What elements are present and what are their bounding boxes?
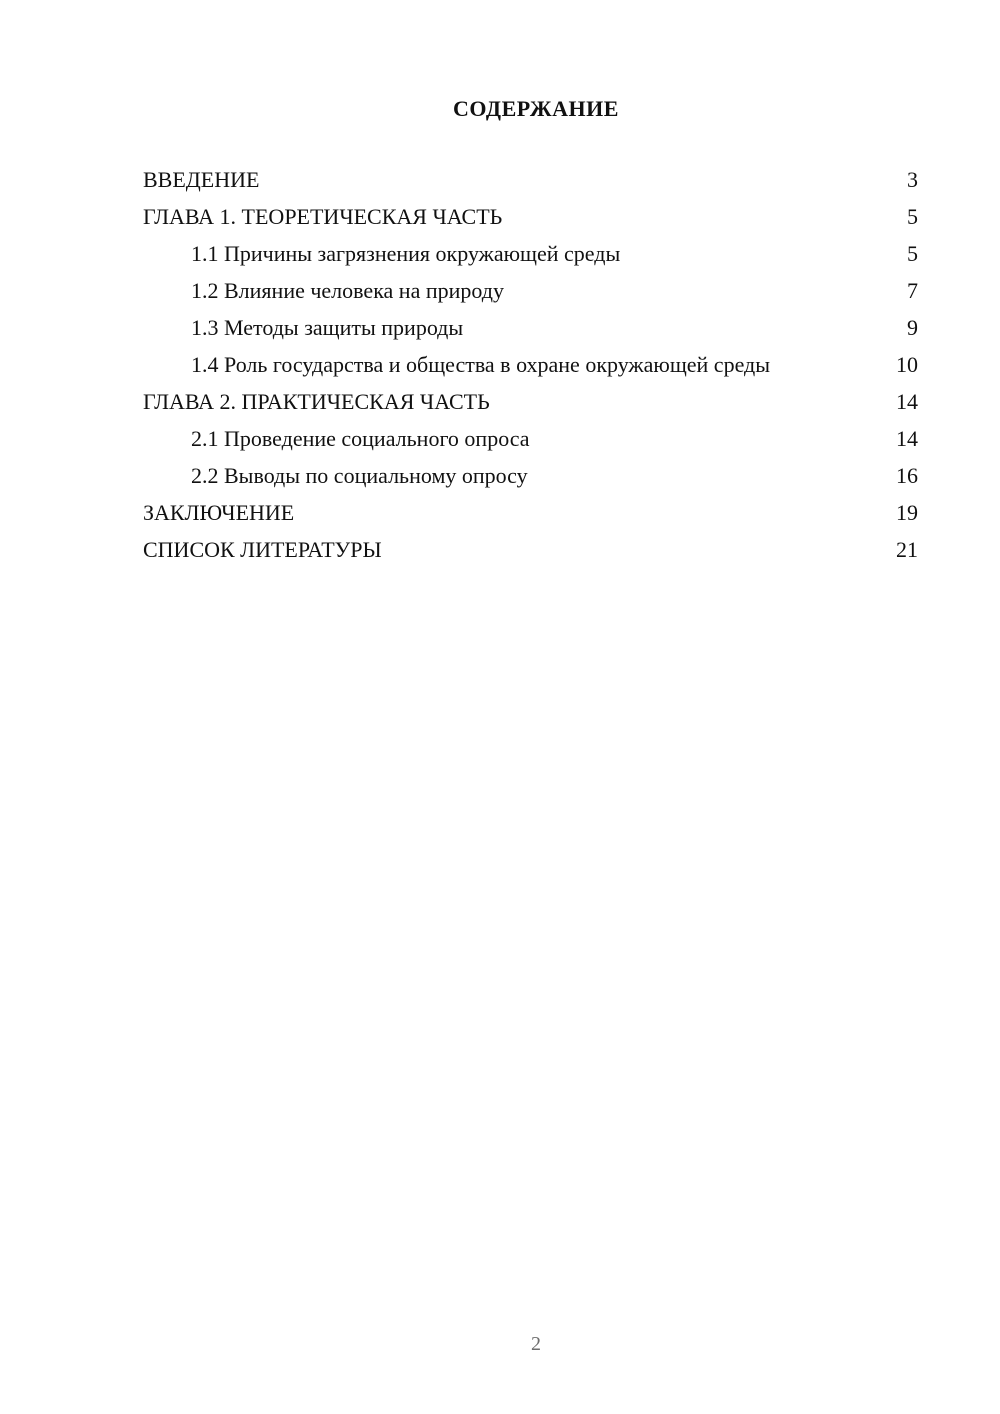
toc-entry-title: ЗАКЛЮЧЕНИЕ (143, 500, 295, 525)
toc-entry-section-1-1[interactable] (143, 241, 918, 267)
toc-entry-page: 16 (896, 463, 918, 488)
toc-entry-chapter-2[interactable] (143, 389, 918, 415)
toc-entry-page: 21 (896, 537, 918, 562)
page-number: 2 (531, 1333, 541, 1355)
toc-entry-title: ГЛАВА 1. ТЕОРЕТИЧЕСКАЯ ЧАСТЬ (143, 204, 503, 229)
toc-entry-page: 5 (907, 204, 918, 229)
toc-entry-section-1-3[interactable] (143, 315, 918, 341)
toc-entry-page: 10 (896, 352, 918, 377)
toc-entry-chapter-1[interactable] (143, 204, 918, 230)
toc-entry-title: 1.3 Методы защиты природы (191, 315, 464, 340)
toc-entry-title: 1.1 Причины загрязнения окружающей среды (191, 241, 621, 266)
toc-title: СОДЕРЖАНИЕ (453, 96, 619, 121)
toc-entry-page: 7 (907, 278, 918, 303)
toc-entry-page: 5 (907, 241, 918, 266)
toc-entry-conclusion[interactable] (143, 500, 918, 526)
toc-entry-page: 14 (896, 389, 918, 414)
toc-entry-title: СПИСОК ЛИТЕРАТУРЫ (143, 537, 382, 562)
toc-entry-title: ВВЕДЕНИЕ (143, 167, 260, 192)
table-of-contents (143, 167, 918, 574)
toc-entry-section-1-2[interactable] (143, 278, 918, 304)
toc-entry-title: 2.1 Проведение социального опроса (191, 426, 530, 451)
toc-entry-title: 1.2 Влияние человека на природу (191, 278, 504, 303)
toc-entry-title: 1.4 Роль государства и общества в охране окружающей среды (191, 352, 771, 377)
toc-entry-title: ГЛАВА 2. ПРАКТИЧЕСКАЯ ЧАСТЬ (143, 389, 490, 414)
toc-entry-title: 2.2 Выводы по социальному опросу (191, 463, 528, 488)
toc-entry-section-1-4[interactable] (143, 352, 918, 378)
toc-entry-introduction[interactable] (143, 167, 918, 193)
toc-entry-page: 9 (907, 315, 918, 340)
toc-entry-bibliography[interactable] (143, 537, 918, 563)
toc-entry-page: 14 (896, 426, 918, 451)
toc-entry-section-2-2[interactable] (143, 463, 918, 489)
toc-entry-section-2-1[interactable] (143, 426, 918, 452)
toc-entry-page: 3 (907, 167, 918, 192)
toc-entry-page: 19 (896, 500, 918, 525)
